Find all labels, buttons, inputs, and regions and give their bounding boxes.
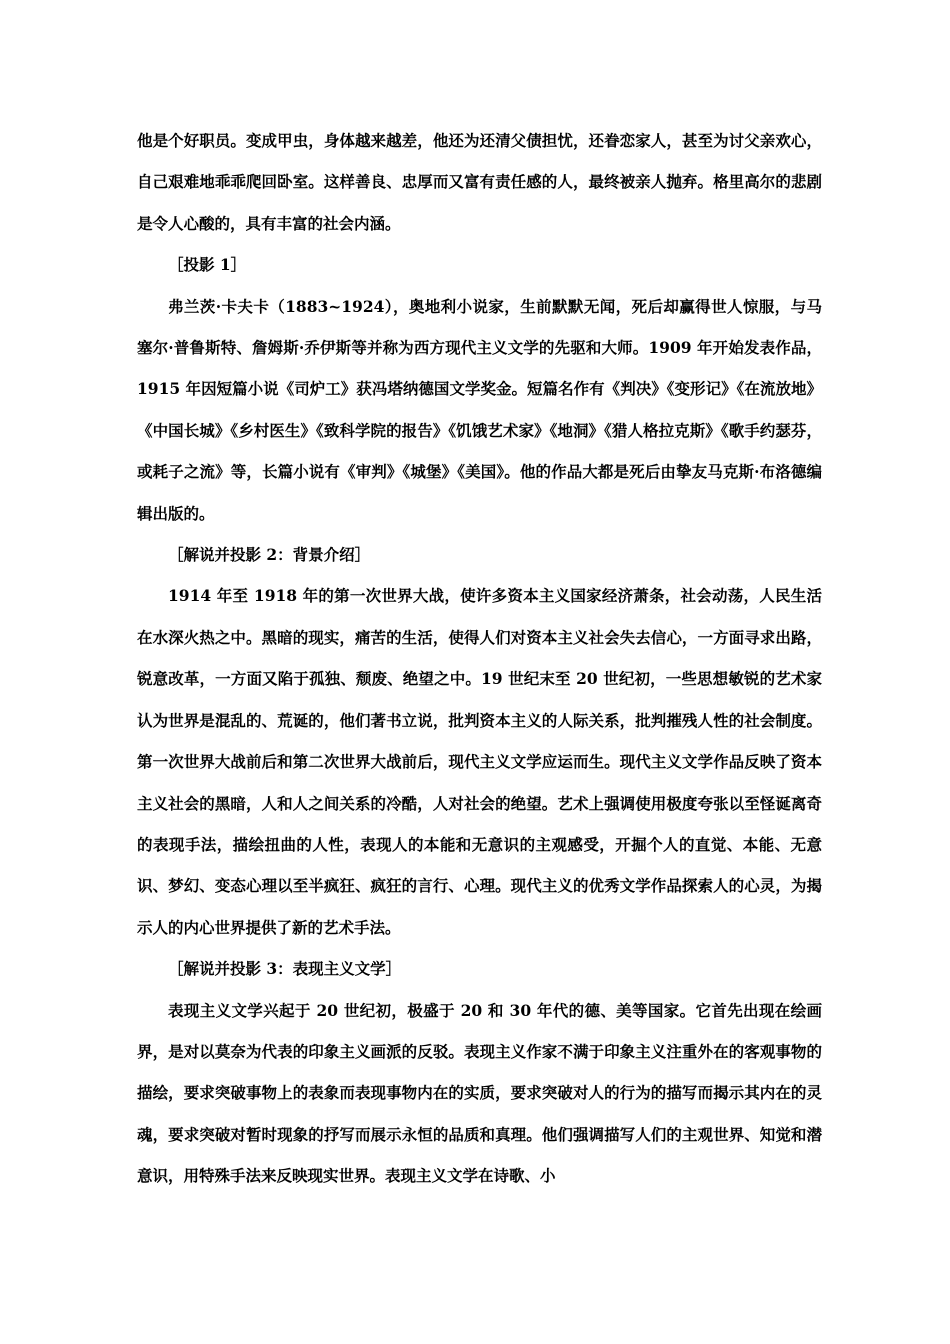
paragraph-kafka-biography: 弗兰茨·卡夫卡（1883~1924），奥地利小说家，生前默默无闻，死后却赢得世人惊服，与马塞尔·普鲁斯特、詹姆斯·乔伊斯等并称为西方现代主义文学的先驱和大师。1909 年开始发表作品，1915 年因短篇小说《司炉工》获冯塔纳德国文学奖金。短篇名作有《判决》《变形记》《在流放地》《中国长城》《乡村医生》《致科学院的报告》《饥饿艺术家》《地洞》《猎人格拉克斯》《歌手约瑟芬，或耗子之流》等，长篇小说有《审判》《城堡》《美国》。他的作品大都是死后由挚友马克斯·布洛德编辑出版的。 [137, 296, 822, 523]
paragraph-historical-background: 1914 年至 1918 年的第一次世界大战，使许多资本主义国家经济萧条，社会动荡，人民生活在水深火热之中。黑暗的现实，痛苦的生活，使得人们对资本主义社会失去信心，一方面寻求出路，锐意改革，一方面又陷于孤独、颓废、绝望之中。19 世纪末至 20 世纪初，一些思想敏锐的艺术家认为世界是混乱的、荒诞的，他们著书立说，批判资本主义的人际关系，批判摧残人性的社会制度。第一次世界大战前后和第二次世界大战前后，现代主义文学应运而生。现代主义文学作品反映了资本主义社会的黑暗，人和人之间关系的冷酷，人对社会的绝望。艺术上强调使用极度夸张以至怪诞离奇的表现手法，描绘扭曲的人性，表现人的本能和无意识的主观感受，开掘个人的直觉、本能、无意识、梦幻、变态心理以至半疯狂、疯狂的言行、心理。现代主义的优秀文学作品探索人的心灵，为揭示人的内心世界提供了新的艺术手法。 [137, 586, 822, 937]
paragraph-gregor-tragedy: 他是个好职员。变成甲虫，身体越来越差，他还为还清父债担忧，还眷恋家人，甚至为讨父亲欢心，自己艰难地乖乖爬回卧室。这样善良、忠厚而又富有责任感的人，最终被亲人抛弃。格里高尔的悲剧是令人心酸的，具有丰富的社会内涵。 [137, 131, 822, 233]
document-page [137, 120, 822, 1197]
heading-projection-1: ［投影 1］ [168, 255, 247, 275]
heading-projection-2-background: ［解说并投影 2：背景介绍］ [168, 545, 371, 565]
paragraph-expressionism: 表现主义文学兴起于 20 世纪初，极盛于 20 和 30 年代的德、美等国家。它首先出现在绘画界，是对以莫奈为代表的印象主义画派的反驳。表现主义作家不满于印象主义注重外在的客观事物的描绘，要求突破事物上的表象而表现事物内在的实质，要求突破对人的行为的描写而揭示其内在的灵魂，要求突破对暂时现象的抒写而展示永恒的品质和真理。他们强调描写人们的主观世界、知觉和潜意识，用特殊手法来反映现实世界。表现主义文学在诗歌、小 [137, 1000, 822, 1186]
heading-projection-3-expressionism: ［解说并投影 3：表现主义文学］ [168, 959, 402, 979]
